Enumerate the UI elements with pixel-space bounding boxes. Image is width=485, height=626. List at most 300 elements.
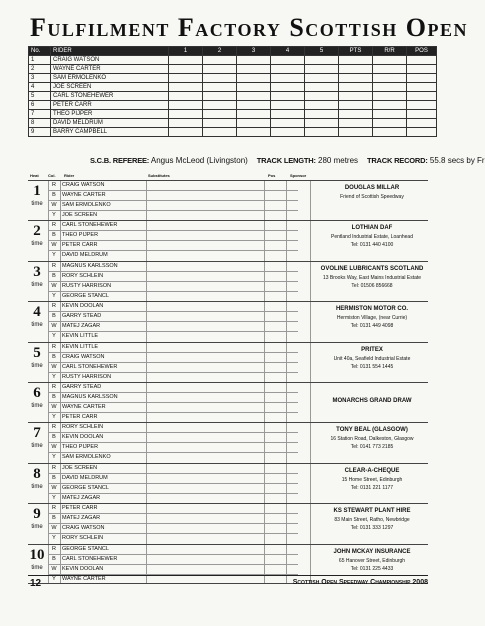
helmet-colour: Y: [52, 454, 56, 461]
divider: [264, 221, 265, 260]
heat-rider-name: KEVIN LITTLE: [62, 343, 99, 350]
helmet-colour: B: [52, 313, 56, 320]
heat-rider-name: RORY SCHLEIN: [62, 424, 104, 431]
heat-rider-name: CRAIG WATSON: [62, 525, 105, 532]
heat-block: [28, 261, 428, 301]
divider: [48, 343, 49, 382]
score-cell[interactable]: [271, 74, 305, 83]
score-cell[interactable]: [169, 74, 203, 83]
heats-header-sub: Substitutes: [148, 173, 170, 178]
sponsor-name: TONY BEAL (GLASGOW): [336, 427, 408, 434]
score-cell[interactable]: [169, 83, 203, 92]
heat-rider-row: [48, 231, 298, 241]
score-cell[interactable]: [237, 74, 271, 83]
score-cell[interactable]: [305, 119, 339, 128]
score-cell[interactable]: [373, 92, 407, 101]
heat-rider-row: [48, 383, 298, 393]
helmet-colour: B: [52, 434, 56, 441]
header-race-3: 3: [237, 47, 271, 56]
rider-table: [28, 46, 437, 137]
heat-riders: [48, 262, 298, 302]
heat-rider-row: [48, 302, 298, 312]
score-cell[interactable]: [237, 65, 271, 74]
sponsor-name: DOUGLAS MILLAR: [344, 185, 400, 191]
divider: [48, 221, 49, 260]
rider-no: 6: [29, 101, 51, 110]
score-cell[interactable]: [203, 56, 237, 65]
sponsor-detail: Friend of Scottish Speedway: [340, 194, 404, 200]
divider: [286, 464, 287, 503]
heat-rider-name: RUSTY HARRISON: [62, 282, 112, 289]
score-cell[interactable]: [339, 74, 373, 83]
score-cell[interactable]: [407, 119, 437, 128]
heat-rider-row: [48, 363, 298, 373]
helmet-colour: R: [52, 222, 56, 229]
score-cell[interactable]: [305, 92, 339, 101]
rider-name: DAVID MELDRUM: [51, 119, 169, 128]
helmet-colour: W: [51, 525, 57, 532]
heat-block: [28, 301, 428, 341]
score-cell[interactable]: [169, 92, 203, 101]
heat-number: 9: [33, 506, 41, 523]
heat-time-label: time: [31, 524, 43, 531]
heat-rider-row: [48, 443, 298, 453]
helmet-colour: W: [51, 282, 57, 289]
score-cell[interactable]: [407, 92, 437, 101]
score-cell[interactable]: [203, 101, 237, 110]
helmet-colour: W: [51, 484, 57, 491]
divider: [264, 302, 265, 341]
sponsor-detail: Tel: 0131 221 1177: [350, 484, 394, 491]
heat-rider-name: KEVIN DOOLAN: [62, 303, 104, 310]
table-row: [29, 65, 437, 74]
score-cell[interactable]: [203, 110, 237, 119]
heat-rider-name: CARL STONEHEWER: [62, 222, 118, 229]
divider: [48, 181, 49, 220]
heat-rider-name: GARRY STEAD: [62, 313, 102, 320]
sponsor-name: CLEAR-A-CHEQUE: [344, 467, 400, 474]
score-cell[interactable]: [169, 128, 203, 137]
heat-riders: [48, 504, 298, 544]
heat-number-block: [28, 385, 46, 410]
score-cell[interactable]: [305, 128, 339, 137]
divider: [286, 343, 287, 382]
heat-time-label: time: [31, 241, 43, 248]
rider-no: 8: [29, 119, 51, 128]
header-pos: POS: [407, 47, 437, 56]
sponsor-detail: 16 Station Road, Dalkeston, Glasgow: [330, 436, 414, 443]
heat-number: 1: [33, 183, 41, 199]
heat-rider-name: CRAIG WATSON: [62, 182, 105, 188]
sponsor-detail: Unit 40a, Seafield Industrial Estate: [333, 355, 411, 362]
score-cell[interactable]: [339, 92, 373, 101]
divider: [286, 383, 287, 422]
score-cell[interactable]: [407, 83, 437, 92]
score-cell[interactable]: [373, 128, 407, 137]
score-cell[interactable]: [237, 110, 271, 119]
score-cell[interactable]: [339, 128, 373, 137]
heat-rider-name: PETER CARR: [62, 413, 98, 420]
divider: [264, 383, 265, 422]
helmet-colour: Y: [52, 252, 56, 259]
score-cell[interactable]: [339, 110, 373, 119]
divider: [286, 181, 287, 220]
heat-sponsor: [316, 507, 428, 532]
page-footer: [28, 575, 428, 590]
helmet-colour: Y: [52, 333, 56, 340]
score-cell[interactable]: [271, 56, 305, 65]
rider-no: 2: [29, 65, 51, 74]
score-cell[interactable]: [339, 83, 373, 92]
sponsor-detail: Tel: 0131 225 4433: [350, 565, 394, 572]
heat-number: 10: [29, 546, 45, 563]
score-cell[interactable]: [373, 65, 407, 74]
heat-rider-row: [48, 262, 298, 272]
heat-number-block: [28, 466, 46, 491]
score-cell[interactable]: [373, 110, 407, 119]
heat-sponsor: [316, 224, 428, 249]
score-cell[interactable]: [271, 92, 305, 101]
heat-block: [28, 342, 428, 382]
divider: [264, 262, 265, 301]
heat-rider-row: [48, 524, 298, 534]
track-record-value: 55.8 secs by Fr: [429, 156, 485, 165]
score-cell[interactable]: [339, 56, 373, 65]
heat-sponsor: [316, 426, 428, 451]
heat-rider-row: [48, 191, 298, 201]
divider: [264, 181, 265, 220]
divider: [48, 302, 49, 341]
divider: [48, 262, 49, 301]
score-cell[interactable]: [373, 101, 407, 110]
heat-rider-name: GARRY STEAD: [62, 383, 102, 390]
heat-sponsor: [316, 305, 428, 330]
heat-time-label: time: [31, 281, 43, 288]
helmet-colour: Y: [52, 373, 56, 380]
score-cell[interactable]: [373, 74, 407, 83]
heat-rider-name: WAYNE CARTER: [62, 403, 106, 410]
heat-rider-row: [48, 403, 298, 413]
divider: [146, 343, 147, 382]
score-cell[interactable]: [271, 128, 305, 137]
heat-rider-name: MATEJ ZAGAR: [62, 494, 101, 501]
score-cell[interactable]: [203, 119, 237, 128]
divider: [310, 221, 311, 260]
track-length-label: TRACK LENGTH:: [256, 156, 316, 165]
helmet-colour: R: [52, 262, 56, 269]
header-race-5: 5: [305, 47, 339, 56]
heat-rider-name: MATEJ ZAGAR: [62, 515, 101, 522]
score-cell[interactable]: [305, 110, 339, 119]
helmet-colour: R: [52, 182, 56, 188]
sponsor-name: PRITEX: [361, 346, 383, 353]
heat-riders: [48, 343, 298, 383]
heat-rider-row: [48, 393, 298, 403]
rider-name: PETER CARR: [51, 101, 169, 110]
heat-riders: [48, 181, 298, 221]
divider: [146, 423, 147, 462]
divider: [60, 383, 61, 422]
table-row: [29, 101, 437, 110]
rider-name: JOE SCREEN: [51, 83, 169, 92]
divider: [60, 343, 61, 382]
score-cell[interactable]: [305, 56, 339, 65]
score-cell[interactable]: [339, 65, 373, 74]
score-cell[interactable]: [407, 65, 437, 74]
heats-header-rider: Rider: [64, 173, 75, 178]
heat-rider-name: KEVIN DOOLAN: [62, 565, 104, 572]
page-number: 12: [30, 578, 42, 589]
heat-rider-row: [48, 241, 298, 251]
score-cell[interactable]: [237, 101, 271, 110]
score-cell[interactable]: [407, 74, 437, 83]
sponsor-detail: Tel: 0141 773 2185: [350, 444, 394, 451]
score-cell[interactable]: [271, 83, 305, 92]
divider: [48, 504, 49, 543]
helmet-colour: B: [52, 232, 56, 239]
heat-rider-name: WAYNE CARTER: [62, 575, 106, 582]
helmet-colour: R: [52, 303, 56, 310]
heat-block: [28, 180, 428, 220]
heat-rider-name: RORY SCHLEIN: [62, 535, 104, 542]
rider-name: CRAIG WATSON: [51, 56, 169, 65]
score-cell[interactable]: [407, 110, 437, 119]
table-row: [29, 119, 437, 128]
sponsor-detail: 83 Main Street, Ratho, Newbridge: [334, 517, 410, 524]
heat-time-label: time: [31, 564, 43, 571]
helmet-colour: B: [52, 555, 56, 562]
sponsor-detail: 15 Home Street, Edinburgh: [341, 476, 403, 483]
heat-number: 2: [33, 223, 41, 240]
rider-no: 4: [29, 83, 51, 92]
heat-sponsor: [316, 184, 428, 201]
helmet-colour: W: [51, 565, 57, 572]
helmet-colour: W: [51, 444, 57, 451]
sponsor-detail: Tel: 0131 554 1445: [350, 363, 394, 370]
score-cell[interactable]: [339, 101, 373, 110]
score-cell[interactable]: [271, 65, 305, 74]
score-cell[interactable]: [407, 56, 437, 65]
heat-rider-row: [48, 474, 298, 484]
divider: [60, 423, 61, 462]
divider: [286, 423, 287, 462]
table-row: [29, 128, 437, 137]
score-cell[interactable]: [237, 119, 271, 128]
helmet-colour: B: [52, 393, 56, 400]
heat-rider-row: [48, 353, 298, 363]
heat-rider-name: JOE SCREEN: [62, 464, 98, 471]
heat-number: 5: [33, 344, 41, 361]
divider: [286, 302, 287, 341]
score-cell[interactable]: [203, 65, 237, 74]
sponsor-name: MONARCHS GRAND DRAW: [332, 397, 412, 404]
divider: [310, 504, 311, 543]
heat-number-block: [28, 183, 46, 208]
helmet-colour: Y: [52, 575, 56, 582]
helmet-colour: W: [51, 242, 57, 249]
divider: [146, 383, 147, 422]
heat-rider-row: [48, 272, 298, 282]
divider: [60, 504, 61, 543]
score-cell[interactable]: [237, 83, 271, 92]
divider: [60, 464, 61, 503]
score-cell[interactable]: [169, 119, 203, 128]
score-cell[interactable]: [203, 74, 237, 83]
score-cell[interactable]: [373, 119, 407, 128]
helmet-colour: R: [52, 545, 56, 552]
divider: [264, 464, 265, 503]
helmet-colour: W: [51, 403, 57, 410]
heat-rider-name: WAYNE CARTER: [62, 192, 106, 198]
score-cell[interactable]: [237, 56, 271, 65]
track-record-label: TRACK RECORD:: [366, 156, 428, 165]
header-race-2: 2: [203, 47, 237, 56]
helmet-colour: R: [52, 424, 56, 431]
sponsor-name: JOHN MCKAY INSURANCE: [333, 548, 411, 555]
score-cell[interactable]: [407, 128, 437, 137]
helmet-colour: W: [51, 323, 57, 330]
score-cell[interactable]: [305, 83, 339, 92]
heat-time-label: time: [31, 322, 43, 329]
helmet-colour: B: [52, 515, 56, 522]
helmet-colour: B: [52, 353, 56, 360]
score-cell[interactable]: [271, 101, 305, 110]
divider: [146, 181, 147, 220]
score-cell[interactable]: [407, 101, 437, 110]
heats-header-col: Col.: [48, 173, 56, 178]
heat-rider-name: RUSTY HARRISON: [62, 373, 112, 380]
divider: [146, 302, 147, 341]
heat-rider-row: [48, 504, 298, 514]
score-cell[interactable]: [203, 92, 237, 101]
helmet-colour: R: [52, 464, 56, 471]
helmet-colour: Y: [52, 212, 56, 218]
sponsor-detail: Pentland Industrial Estate, Loanhead: [330, 234, 413, 241]
score-cell[interactable]: [169, 110, 203, 119]
score-cell[interactable]: [237, 92, 271, 101]
heat-rider-row: [48, 201, 298, 211]
publication-title: Scottish Open Speedway Championship 2008: [292, 579, 428, 586]
heats-header-sponsor: Sponsor: [290, 173, 307, 178]
helmet-colour: R: [52, 343, 56, 350]
helmet-colour: Y: [52, 292, 56, 299]
score-cell[interactable]: [237, 128, 271, 137]
divider: [264, 343, 265, 382]
score-cell[interactable]: [305, 74, 339, 83]
score-cell[interactable]: [169, 65, 203, 74]
heat-number-block: [28, 547, 46, 572]
heat-number: 7: [33, 425, 41, 442]
rider-name: SAM ERMOLENKO: [51, 74, 169, 83]
score-cell[interactable]: [169, 101, 203, 110]
helmet-colour: Y: [52, 494, 56, 501]
rider-name: WAYNE CARTER: [51, 65, 169, 74]
heat-rider-name: GEORGE STANCL: [62, 545, 109, 552]
track-length-value: 280 metres: [318, 156, 359, 165]
heat-number-block: [28, 223, 46, 248]
heat-rider-name: GEORGE STANCL: [62, 292, 109, 299]
divider: [286, 262, 287, 301]
heat-rider-row: [48, 555, 298, 565]
score-cell[interactable]: [169, 56, 203, 65]
divider: [310, 343, 311, 382]
heat-number-block: [28, 345, 46, 370]
score-cell[interactable]: [203, 83, 237, 92]
heat-number-block: [28, 264, 46, 289]
divider: [310, 423, 311, 462]
heat-rider-name: KEVIN DOOLAN: [62, 434, 104, 441]
heat-riders: [48, 464, 298, 504]
heat-rider-row: [48, 545, 298, 555]
score-cell[interactable]: [271, 119, 305, 128]
referee-value: Angus McLeod (Livingston): [150, 156, 248, 165]
score-cell[interactable]: [305, 65, 339, 74]
score-cell[interactable]: [271, 110, 305, 119]
heat-rider-name: PETER CARR: [62, 505, 98, 512]
heat-rider-name: DAVID MELDRUM: [62, 252, 108, 259]
divider: [264, 423, 265, 462]
header-race-4: 4: [271, 47, 305, 56]
divider: [286, 504, 287, 543]
heats-list: [28, 180, 428, 584]
heat-rider-row: [48, 484, 298, 494]
score-cell[interactable]: [373, 83, 407, 92]
divider: [60, 302, 61, 341]
divider: [48, 464, 49, 503]
helmet-colour: W: [51, 363, 57, 370]
heat-rider-row: [48, 514, 298, 524]
heat-rider-row: [48, 464, 298, 474]
heat-block: [28, 422, 428, 462]
table-row: [29, 56, 437, 65]
page-title: Fulfilment Factory Scottish Open: [30, 13, 469, 42]
score-cell[interactable]: [305, 101, 339, 110]
heat-rider-name: RORY SCHLEIN: [62, 272, 104, 279]
divider: [310, 464, 311, 503]
divider: [146, 504, 147, 543]
divider: [60, 181, 61, 220]
divider: [48, 383, 49, 422]
rider-name: BARRY CAMPBELL: [51, 128, 169, 137]
heat-rider-name: CARL STONEHEWER: [62, 363, 118, 370]
heat-time-label: time: [31, 483, 43, 490]
heat-rider-row: [48, 181, 298, 191]
heat-number-block: [28, 506, 46, 531]
sponsor-detail: 13 Brooks Way, East Mains Industrial Estate: [322, 274, 422, 281]
heat-block: [28, 382, 428, 422]
heat-rider-row: [48, 423, 298, 433]
heats-header-pos: Pos: [268, 173, 276, 178]
score-cell[interactable]: [339, 119, 373, 128]
heat-block: [28, 463, 428, 503]
header-rr: R/R: [373, 47, 407, 56]
referee-label: S.C.B. REFEREE:: [90, 156, 150, 165]
score-cell[interactable]: [373, 56, 407, 65]
heat-rider-name: KEVIN LITTLE: [62, 333, 99, 340]
score-cell[interactable]: [203, 128, 237, 137]
heat-sponsor: [316, 548, 428, 573]
heat-rider-name: MAGNUS KARLSSON: [62, 393, 118, 400]
heat-sponsor: [316, 346, 428, 371]
table-row: [29, 92, 437, 101]
helmet-colour: W: [51, 202, 57, 208]
heat-rider-name: DAVID MELDRUM: [62, 474, 108, 481]
helmet-colour: Y: [52, 413, 56, 420]
heat-sponsor: [316, 467, 428, 492]
heat-number: 3: [33, 263, 41, 280]
heat-rider-row: [48, 312, 298, 322]
sponsor-detail: 65 Hanover Street, Edinburgh: [338, 557, 406, 564]
